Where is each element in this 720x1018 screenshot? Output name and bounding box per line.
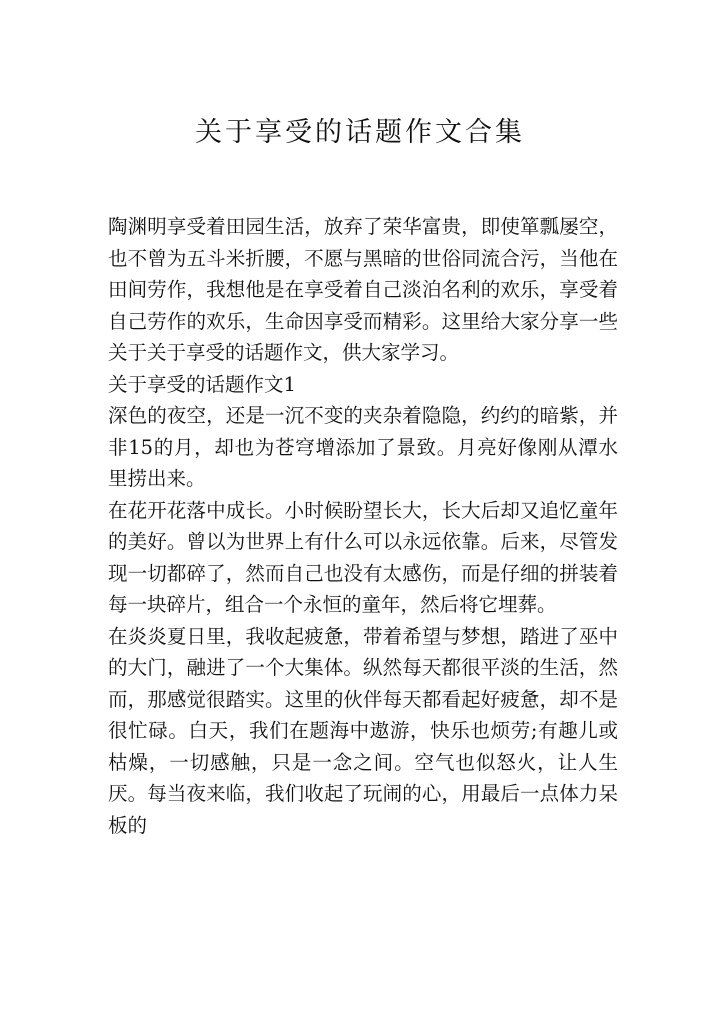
essay-heading: 关于享受的话题作文1 — [108, 372, 296, 396]
document-body — [108, 211, 618, 841]
body-paragraph: 在花开花落中成长。小时候盼望长大，长大后却又追忆童年的美好。曾以为世界上有什么可以永远依靠。后来，尽管发现一切都碎了，然而自己也没有太感伤，而是仔细的拼装着每一块碎片，组合一个永恒的童年，然后将它埋葬。 — [108, 498, 618, 616]
body-paragraph: 深色的夜空，还是一沉不变的夹杂着隐隐，约约的暗紫，并非15的月，却也为苍穹增添加了景致。月亮好像刚从潭水里捞出来。 — [108, 404, 618, 490]
intro-paragraph: 陶渊明享受着田园生活，放弃了荣华富贵，即使箪瓢屡空，也不曾为五斗米折腰，不愿与黑暗的世俗同流合污，当他在田间劳作，我想他是在享受着自己淡泊名利的欢乐，享受着自己劳作的欢乐，生命因享受而精彩。这里给大家分享一些关于关于享受的话题作文，供大家学习。 — [108, 215, 618, 364]
document-title: 关于享受的话题作文合集 — [195, 117, 525, 148]
body-paragraph: 在炎炎夏日里，我收起疲惫，带着希望与梦想，踏进了巫中的大门，融进了一个大集体。纵然每天都很平淡的生活，然而，那感觉很踏实。这里的伙伴每天都看起好疲惫，却不是很忙碌。白天，我们在题海中遨游，快乐也烦劳;有趣儿或枯燥，一切感触，只是一念之间。空气也似怒火，让人生厌。每当夜来临，我们收起了玩闹的心，用最后一点体力呆板的 — [108, 624, 618, 837]
